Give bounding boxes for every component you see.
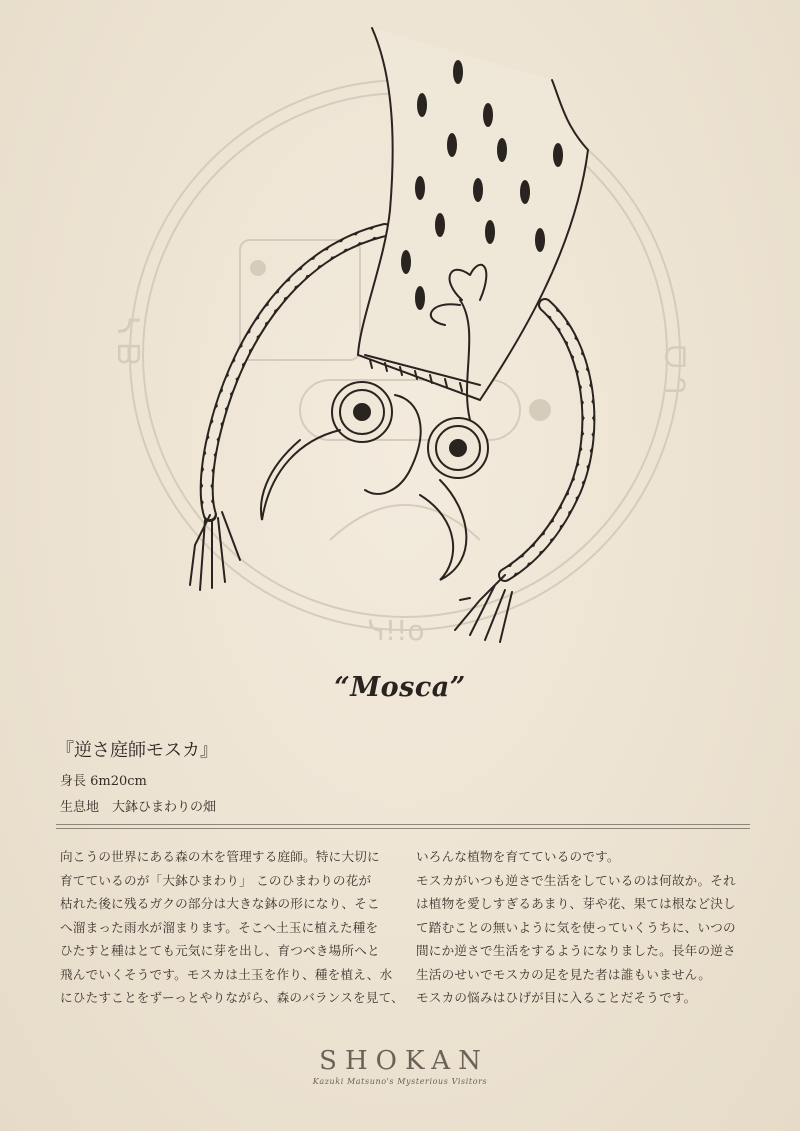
description-line: 向こうの世界にある森の木を管理する庭師。特に大切に bbox=[60, 849, 380, 864]
left-tentacle bbox=[261, 430, 340, 520]
description-line: いろんな植物を育てているのです。 bbox=[416, 849, 620, 864]
mosca-creature bbox=[190, 28, 588, 642]
brand-name: SHOKAN bbox=[319, 1046, 489, 1076]
description-line: モスカの悩みはひげが目に入ることだそうです。 bbox=[416, 990, 697, 1005]
description-line: モスカがいつも逆さで生活をしているのは何故か。それ bbox=[416, 872, 736, 888]
description-line: 育てているのが「大鉢ひまわり」 このひまわりの花が bbox=[60, 872, 372, 888]
description-line: にひたすことをずーっとやりながら、森のバランスを見て、 bbox=[60, 990, 404, 1005]
description-line: ひたすと種はとても元気に芽を出し、育つべき場所へと bbox=[60, 943, 380, 958]
divider-rule bbox=[56, 828, 750, 829]
description-line: 枯れた後に残るガクの部分は大きな鉢の形になり、そこ bbox=[60, 896, 380, 911]
right-hand bbox=[455, 575, 512, 642]
brand-logo bbox=[0, 1048, 800, 1086]
seal-glyphs-left: ᗺ ᓭ bbox=[113, 315, 148, 365]
description-line: へ溜まった雨水が溜まります。そこへ土玉に植えた種を bbox=[60, 919, 379, 935]
description-line: て踏むことの無いように気を使っていくうちに、いつの bbox=[416, 919, 736, 935]
description-line: 飛んでいくそうです。モスカは土玉を作り、種を植え、水 bbox=[60, 966, 393, 982]
divider-rule bbox=[56, 824, 750, 825]
left-eye bbox=[332, 382, 392, 442]
description-left-column bbox=[60, 845, 404, 1010]
description-line: 間にか逆さで生活をするようになりました。長年の逆さ bbox=[416, 943, 736, 958]
seal-glyphs-right: ᗜ ᒉ bbox=[658, 345, 691, 395]
description-line: は植物を愛しすぎるあまり、芽や花、果ては根など決し bbox=[416, 896, 736, 911]
creature-name: 『逆さ庭師モスカ』 bbox=[56, 740, 218, 761]
spec-habitat: 生息地 大鉢ひまわりの畑 bbox=[60, 800, 217, 815]
right-eye bbox=[428, 418, 488, 478]
description-right-column bbox=[416, 845, 750, 1010]
body bbox=[358, 28, 588, 400]
spec-height: 身長 6m20cm bbox=[60, 774, 147, 789]
brand-subtitle: Kazuki Matsuno's Mysterious Visitors bbox=[312, 1077, 488, 1086]
description-line: 生活のせいでモスカの足を見た者は誰もいません。 bbox=[416, 966, 712, 982]
seal-glyphs-bottom: ᓭ!!o bbox=[368, 614, 425, 647]
right-tentacle bbox=[420, 480, 466, 580]
creature-title: “Mosca” bbox=[334, 672, 466, 703]
